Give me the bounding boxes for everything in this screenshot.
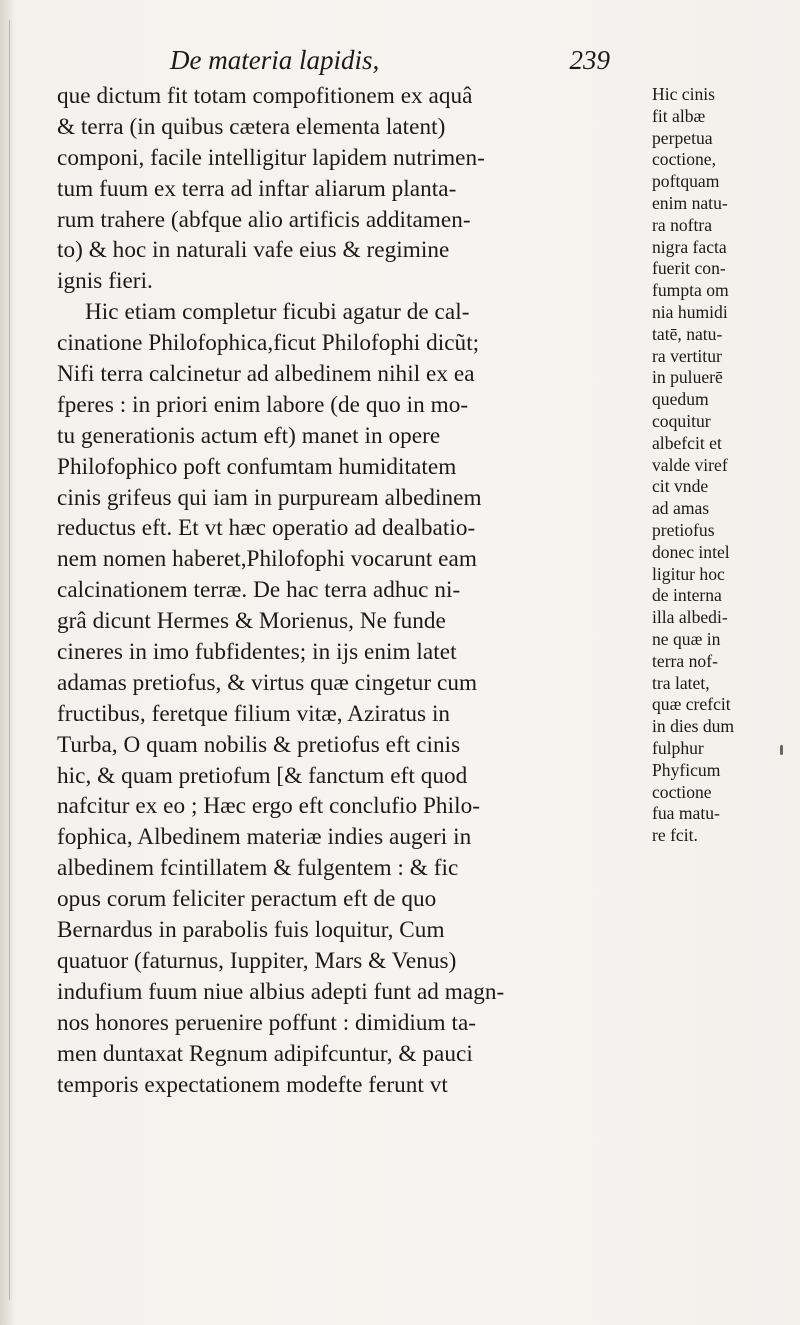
margin-note-line: quedum	[652, 389, 709, 410]
margin-note-line: ligitur hoc	[652, 563, 725, 584]
text-line: reductus eft. Et vt hæc operatio ad dealbatio-	[57, 515, 476, 542]
margin-note-line: fumpta om	[652, 280, 729, 301]
margin-note-line: donec intel	[652, 541, 730, 562]
margin-note-line: Phyficum	[652, 759, 721, 780]
margin-note-line: terra nof-	[652, 650, 718, 671]
text-line: nafcitur ex eo ; Hæc ergo eft conclufio Philo-	[57, 793, 480, 820]
text-line: tu generationis actum eft) manet in opere	[57, 422, 441, 449]
text-line: cineres in imo fubfidentes; in ijs enim latet	[57, 639, 457, 666]
margin-note-line: tatē, natu-	[652, 323, 723, 344]
text-line: rum trahere (abfque alio artificis additamen-	[57, 206, 471, 233]
margin-note-line: fit albæ	[652, 105, 706, 126]
text-line: Hic etiam completur ficubi agatur de cal-	[85, 299, 470, 326]
margin-note-line: ra vertitur	[652, 345, 722, 366]
text-line: Philofophico poft confumtam humiditatem	[57, 453, 457, 480]
margin-note-line: enim natu-	[652, 192, 728, 213]
margin-note-line: in dies dum	[652, 716, 735, 737]
text-line: men duntaxat Regnum adipifcuntur, & pauci	[57, 1040, 473, 1067]
text-line: ignis fieri.	[57, 268, 153, 295]
margin-note-line: fua matu-	[652, 803, 720, 824]
margin-note-line: de interna	[652, 585, 722, 606]
margin-note-line: perpetua	[652, 127, 713, 148]
margin-note-line: ne quæ in	[652, 628, 721, 649]
text-line: Nifi terra calcinetur ad albedinem nihil ex ea	[57, 361, 475, 388]
margin-note-line: ra noftra	[652, 214, 713, 235]
text-line: nos honores peruenire poffunt : dimidium ta-	[57, 1009, 477, 1036]
text-line: Turba, O quam nobilis & pretiofus eft cinis	[57, 731, 461, 758]
margin-note-line: tra latet,	[652, 672, 710, 693]
margin-note-line: cit vnde	[652, 476, 709, 497]
text-line: hic, & quam pretiofum [& fanctum eft quod	[57, 762, 468, 789]
text-line: & terra (in quibus cætera elementa latent)	[57, 113, 446, 140]
margin-note-line: poftquam	[652, 171, 720, 192]
text-line: albedinem fcintillatem & fulgentem : & fic	[57, 855, 459, 882]
margin-note-line: in puluerē	[652, 367, 723, 388]
margin-note-line: coctione,	[652, 149, 716, 170]
text-line: opus corum feliciter peractum eft de quo	[57, 886, 437, 913]
margin-note-line: fulphur	[652, 737, 704, 758]
text-line: fophica, Albedinem materiæ indies augeri in	[57, 824, 472, 851]
margin-note-line: nigra facta	[652, 236, 727, 257]
text-line: to) & hoc in naturali vafe eius & regimine	[57, 237, 450, 264]
running-head-title: De materia lapidis,	[170, 45, 380, 75]
text-line: quatuor (faturnus, Iuppiter, Mars & Venus)	[57, 947, 457, 974]
margin-note-line: coquitur	[652, 410, 711, 431]
text-line: Bernardus in parabolis fuis loquitur, Cum	[57, 917, 445, 944]
text-line: cinatione Philofophica,ficut Philofophi dicũt;	[57, 330, 480, 357]
marginal-note	[652, 84, 792, 847]
text-line: cinis grifeus qui iam in purpuream albedinem	[57, 484, 482, 511]
page-number: 239	[569, 45, 610, 75]
text-line: indufium fuum niue albius adepti funt ad magn-	[57, 978, 505, 1005]
text-line: que dictum fit totam compofitionem ex aquâ	[57, 83, 473, 109]
text-line: fperes : in priori enim labore (de quo in mo-	[57, 391, 469, 418]
page-edge-line	[9, 20, 10, 1300]
margin-note-line: nia humidi	[652, 301, 728, 322]
margin-note-line: coctione	[652, 781, 712, 802]
margin-note-line: albefcit et	[652, 432, 722, 453]
ink-speck	[780, 745, 783, 755]
margin-note-line: fuerit con-	[652, 258, 726, 279]
running-head	[170, 42, 610, 78]
margin-note-line: quæ crefcit	[652, 694, 731, 715]
margin-note-line: re fcit.	[652, 825, 698, 846]
text-line: grâ dicunt Hermes & Morienus, Ne funde	[57, 608, 446, 635]
text-line: componi, facile intelligitur lapidem nutrimen-	[57, 144, 485, 171]
text-line: temporis expectationem modefte ferunt vt	[57, 1071, 448, 1098]
page-gutter-shadow	[0, 0, 14, 1325]
text-line: nem nomen haberet,Philofophi vocarunt eam	[57, 546, 477, 573]
margin-note-line: pretiofus	[652, 519, 715, 540]
margin-note-line: valde viref	[652, 454, 728, 475]
margin-note-line: illa albedi-	[652, 607, 728, 628]
text-line: adamas pretiofus, & virtus quæ cingetur cum	[57, 669, 478, 696]
text-line: fructibus, feretque filium vitæ, Aziratus in	[57, 700, 451, 727]
margin-note-line: ad amas	[652, 498, 710, 519]
text-line: tum fuum ex terra ad inftar aliarum planta-	[57, 175, 457, 202]
margin-note-line: Hic cinis	[652, 84, 716, 104]
text-line: calcinationem terræ. De hac terra adhuc ni-	[57, 577, 461, 604]
main-text-block	[57, 81, 637, 1100]
